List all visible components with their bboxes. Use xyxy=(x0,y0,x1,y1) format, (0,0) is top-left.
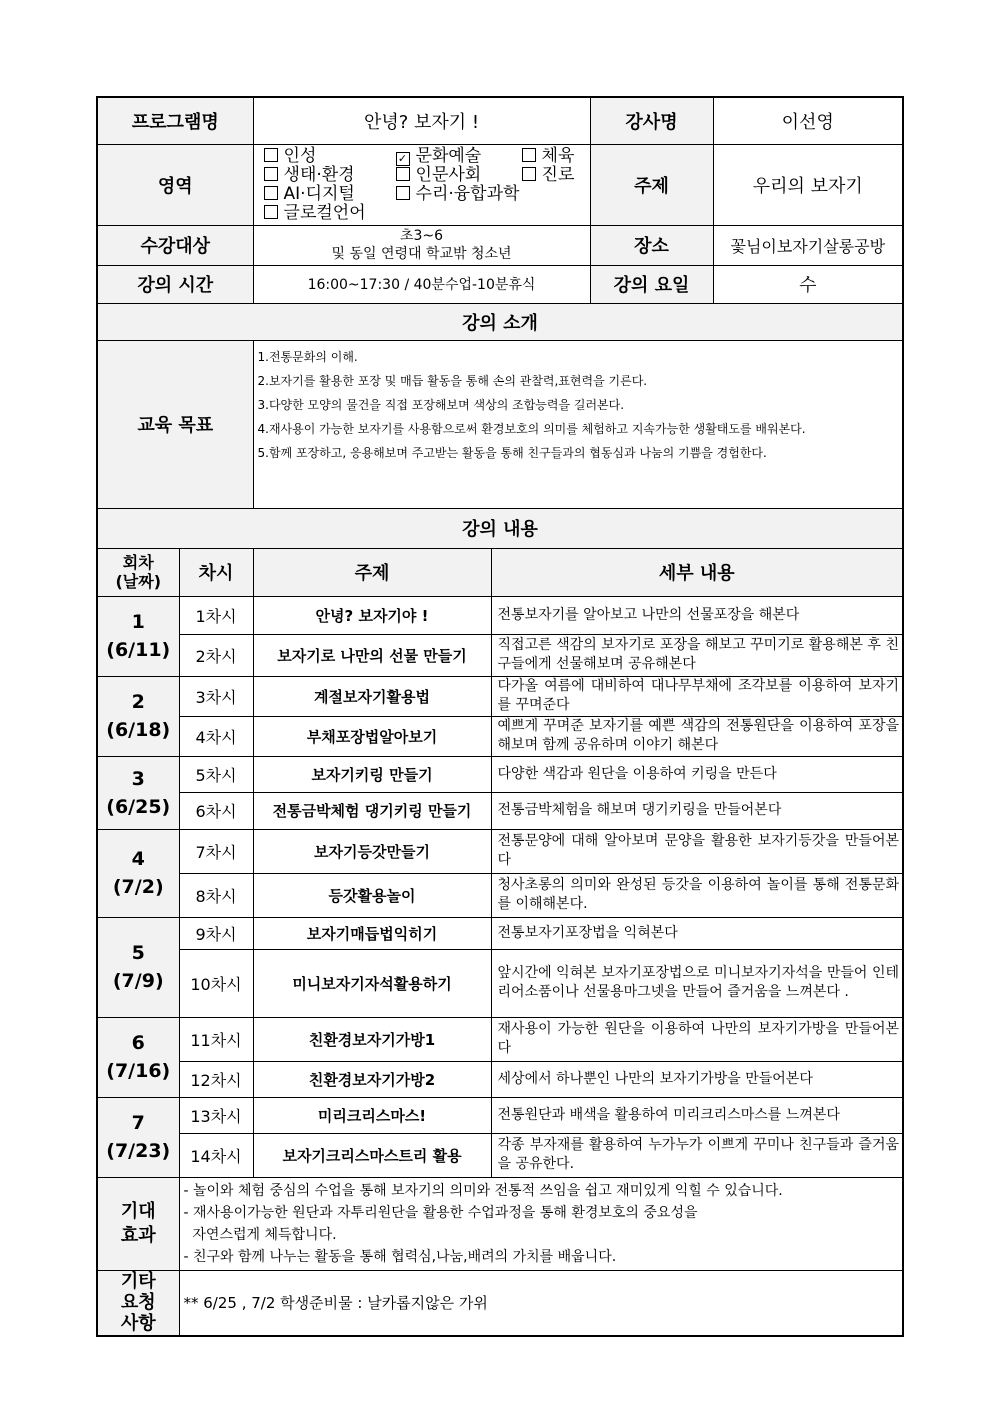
checkbox-icon xyxy=(522,167,536,181)
session-detail: 전통금박체험을 해보며 댕기키링을 만들어본다 xyxy=(491,792,903,829)
session: 14차시 xyxy=(179,1133,253,1177)
week-number: 6 (7/16) xyxy=(97,1017,179,1097)
place-label: 장소 xyxy=(590,225,713,265)
theme-label: 주제 xyxy=(590,144,713,225)
checkbox-icon xyxy=(522,148,536,162)
effect-item: - 놀이와 체험 중심의 수업을 통해 보자기의 의미와 전통적 쓰임을 쉽고 재미있게 익힐 수 있습니다. xyxy=(183,1182,783,1199)
goal-label: 교육 목표 xyxy=(97,340,253,508)
effect-item: - 친구와 함께 나누는 활동을 통해 협력심,나눔,배려의 가치를 배웁니다. xyxy=(183,1248,617,1265)
goal-item: 2.보자기를 활용한 포장 및 매듭 활동을 통해 손의 관찰력,표현력을 기른다. xyxy=(257,373,648,388)
place-value: 꽃님이보자기살롱공방 xyxy=(713,225,903,265)
session-detail: 직접고른 색감의 보자기로 포장을 해보고 꾸미기로 활용해본 후 친구들에게 선물해보며 공유해본다 xyxy=(491,634,903,676)
goal-item: 5.함께 포장하고, 응용해보며 주고받는 활동을 통해 친구들과의 협동심과 나눔의 기쁨을 경험한다. xyxy=(257,445,767,460)
content-section-title: 강의 내용 xyxy=(97,508,903,548)
session-topic: 부채포장법알아보기 xyxy=(253,716,491,756)
session: 9차시 xyxy=(179,917,253,949)
session-topic: 보자기키링 만들기 xyxy=(253,756,491,792)
theme-value: 우리의 보자기 xyxy=(713,144,903,225)
effect-item: 자연스럽게 체득합니다. xyxy=(183,1226,337,1243)
session: 4차시 xyxy=(179,716,253,756)
time-label: 강의 시간 xyxy=(97,265,253,303)
session: 13차시 xyxy=(179,1097,253,1133)
session: 1차시 xyxy=(179,596,253,634)
session: 3차시 xyxy=(179,676,253,716)
day-label: 강의 요일 xyxy=(590,265,713,303)
lecture-plan-table xyxy=(96,96,904,1337)
session-detail: 다양한 색감과 원단을 이용하여 키링을 만든다 xyxy=(491,756,903,792)
session-topic: 안녕? 보자기야 ! xyxy=(253,596,491,634)
col-topic: 주제 xyxy=(253,548,491,596)
instructor-label: 강사명 xyxy=(590,97,713,144)
session-topic: 미니보자기자석활용하기 xyxy=(253,949,491,1017)
week-number: 2 (6/18) xyxy=(97,676,179,756)
session-detail: 전통보자기포장법을 익혀본다 xyxy=(491,917,903,949)
area-option[interactable]: 인성 xyxy=(264,147,396,166)
time-value: 16:00~17:30 / 40분수업-10분휴식 xyxy=(253,265,590,303)
program-label: 프로그램명 xyxy=(97,97,253,144)
week-number: 3 (6/25) xyxy=(97,756,179,829)
session-detail: 다가올 여름에 대비하여 대나무부채에 조각보를 이용하여 보자기를 꾸며준다 xyxy=(491,676,903,716)
effects-label: 기대 효과 xyxy=(97,1177,179,1270)
goal-item: 3.다양한 모양의 물건을 직접 포장해보며 색상의 조합능력을 길러본다. xyxy=(257,397,625,412)
col-detail: 세부 내용 xyxy=(491,548,903,596)
checkbox-icon xyxy=(264,167,278,181)
area-checkbox-group xyxy=(253,144,590,225)
col-round: 회차 (날짜) xyxy=(97,548,179,596)
area-option[interactable]: 진로 xyxy=(522,166,575,185)
week-number: 5 (7/9) xyxy=(97,917,179,1017)
session: 7차시 xyxy=(179,829,253,873)
day-value: 수 xyxy=(713,265,903,303)
area-option[interactable]: 인문사회 xyxy=(396,166,522,185)
effects-list xyxy=(179,1177,903,1270)
session-detail: 전통보자기를 알아보고 나만의 선물포장을 해본다 xyxy=(491,596,903,634)
area-option[interactable]: AI·디지털 xyxy=(264,185,396,204)
target-label: 수강대상 xyxy=(97,225,253,265)
effect-item: - 재사용이가능한 원단과 자투리원단을 활용한 수업과정을 통해 환경보호의 중요성을 xyxy=(183,1204,698,1221)
checkbox-icon xyxy=(264,148,278,162)
session-detail: 앞시간에 익혀본 보자기포장법으로 미니보자기자석을 만들어 인테리어소품이나 선물용마그넷을 만들어 즐거움을 느껴본다 . xyxy=(491,949,903,1017)
session-topic: 보자기매듭법익히기 xyxy=(253,917,491,949)
col-session: 차시 xyxy=(179,548,253,596)
session-topic: 계절보자기활용법 xyxy=(253,676,491,716)
area-option[interactable]: 수리·융합과학 xyxy=(396,185,520,204)
session-topic: 등갓활용놀이 xyxy=(253,873,491,917)
session-topic: 전통금박체험 댕기키링 만들기 xyxy=(253,792,491,829)
area-option[interactable]: ✓ 문화예술 xyxy=(396,147,522,166)
session-topic: 보자기로 나만의 선물 만들기 xyxy=(253,634,491,676)
session-detail: 청사초롱의 의미와 완성된 등갓을 이용하여 놀이를 통해 전통문화를 이해해본다. xyxy=(491,873,903,917)
session: 5차시 xyxy=(179,756,253,792)
checkbox-icon xyxy=(396,167,410,181)
session-topic: 보자기등갓만들기 xyxy=(253,829,491,873)
session: 10차시 xyxy=(179,949,253,1017)
area-option[interactable]: 글로컬언어 xyxy=(264,204,366,223)
session-topic: 미리크리스마스! xyxy=(253,1097,491,1133)
session: 6차시 xyxy=(179,792,253,829)
session-detail: 각종 부자재를 활용하여 누가누가 이쁘게 꾸미나 친구들과 즐거움을 공유한다. xyxy=(491,1133,903,1177)
checkbox-icon xyxy=(264,205,278,219)
intro-section-title: 강의 소개 xyxy=(97,303,903,340)
week-number: 4 (7/2) xyxy=(97,829,179,917)
checkbox-checked-icon: ✓ xyxy=(396,152,410,166)
week-number: 7 (7/23) xyxy=(97,1097,179,1177)
checkbox-icon xyxy=(396,186,410,200)
session-topic: 친환경보자기가방2 xyxy=(253,1061,491,1097)
session-detail: 재사용이 가능한 원단을 이용하여 나만의 보자기가방을 만들어본다 xyxy=(491,1017,903,1061)
area-option[interactable]: 생태·환경 xyxy=(264,166,396,185)
week-number: 1 (6/11) xyxy=(97,596,179,676)
checkbox-icon xyxy=(264,186,278,200)
session: 8차시 xyxy=(179,873,253,917)
requests-label: 기타 요청 사항 xyxy=(97,1270,179,1336)
instructor-value: 이선영 xyxy=(713,97,903,144)
program-value: 안녕? 보자기 ! xyxy=(253,97,590,144)
session: 12차시 xyxy=(179,1061,253,1097)
session-detail: 예쁘게 꾸며준 보자기를 예쁜 색감의 전통원단을 이용하여 포장을 해보며 함께 공유하며 이야기 해본다 xyxy=(491,716,903,756)
area-label: 영역 xyxy=(97,144,253,225)
goal-item: 4.재사용이 가능한 보자기를 사용함으로써 환경보호의 의미를 체험하고 지속가능한 생활태도를 배워본다. xyxy=(257,421,806,436)
session-detail: 세상에서 하나뿐인 나만의 보자기가방을 만들어본다 xyxy=(491,1061,903,1097)
goal-item: 1.전통문화의 이해. xyxy=(257,349,358,364)
session: 2차시 xyxy=(179,634,253,676)
session-detail: 전통문양에 대해 알아보며 문양을 활용한 보자기등갓을 만들어본다 xyxy=(491,829,903,873)
session: 11차시 xyxy=(179,1017,253,1061)
target-value: 초3~6 및 동일 연령대 학교밖 청소년 xyxy=(253,225,590,265)
session-topic: 보자기크리스마스트리 활용 xyxy=(253,1133,491,1177)
session-topic: 친환경보자기가방1 xyxy=(253,1017,491,1061)
goal-list xyxy=(253,340,903,508)
session-detail: 전통원단과 배색을 활용하여 미리크리스마스를 느껴본다 xyxy=(491,1097,903,1133)
requests-text: ** 6/25 , 7/2 학생준비물 : 날카롭지않은 가위 xyxy=(179,1270,903,1336)
area-option[interactable]: 체육 xyxy=(522,147,575,166)
